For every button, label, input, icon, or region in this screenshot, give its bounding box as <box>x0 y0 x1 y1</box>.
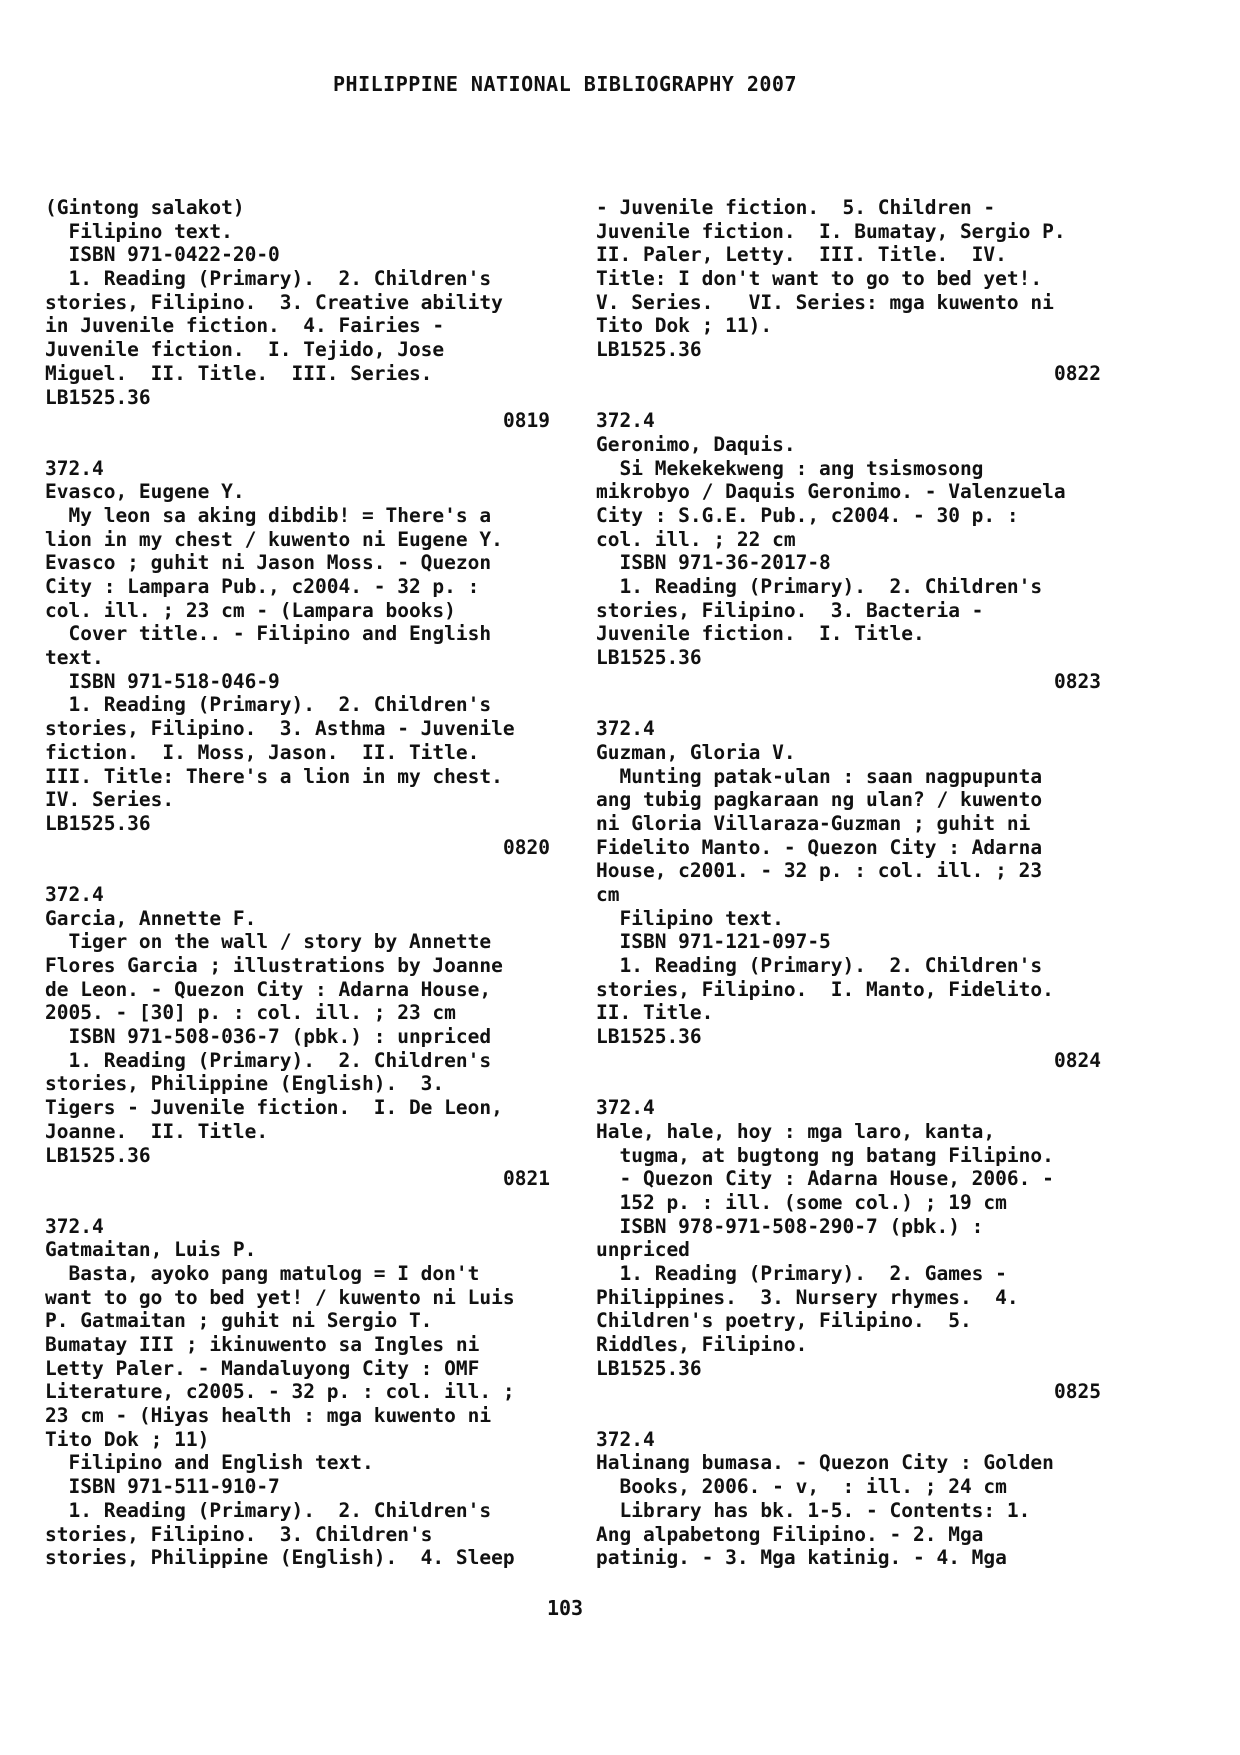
spacer <box>596 693 1101 717</box>
entry-line: fiction. I. Moss, Jason. II. Title. <box>45 740 480 764</box>
entry-line: 152 p. : ill. (some col.) ; 19 cm <box>596 1190 1007 1214</box>
entry-number: 0824 <box>1054 1048 1101 1072</box>
spacer <box>596 1404 1101 1428</box>
entry-line: Halinang bumasa. - Quezon City : Golden <box>596 1451 1054 1475</box>
entry-line: 1. Reading (Primary). 2. Children's <box>45 693 492 717</box>
entry-line: Tito Dok ; 11). <box>596 314 773 338</box>
spacer <box>45 433 550 457</box>
entry-line: de Leon. - Quezon City : Adarna House, <box>45 977 492 1001</box>
entry-line: 372.4 <box>596 717 655 741</box>
entry-line: Filipino text. <box>596 906 784 930</box>
entry-line: City : S.G.E. Pub., c2004. - 30 p. : <box>596 503 1019 527</box>
entry-line: 1. Reading (Primary). 2. Children's <box>45 1048 492 1072</box>
entry-line: ang tubig pagkaraan ng ulan? / kuwento <box>596 788 1043 812</box>
entry-line: Munting patak-ulan : saan nagpupunta <box>596 764 1043 788</box>
entry-line: 372.4 <box>45 456 104 480</box>
entry-line: patinig. - 3. Mga katinig. - 4. Mga <box>596 1546 1007 1570</box>
page-number: 103 <box>546 1596 584 1620</box>
entry-number: 0825 <box>1054 1380 1101 1404</box>
entry-line: stories, Filipino. 3. Bacteria - <box>596 598 984 622</box>
entry-line: 1. Reading (Primary). 2. Children's <box>596 575 1043 598</box>
entry-line: ISBN 971-518-046-9 <box>45 669 280 693</box>
entry-line: LB1525.36 <box>596 1025 702 1049</box>
entry-number: 0821 <box>503 1167 550 1191</box>
entry-line: Geronimo, Daquis. <box>596 432 796 456</box>
entry-line: Basta, ayoko pang matulog = I don't <box>45 1261 480 1285</box>
entry-line: stories, Filipino. 3. Children's <box>45 1522 433 1546</box>
entry-number: 0819 <box>503 409 550 433</box>
entry-line: ISBN 971-508-036-7 (pbk.) : unpriced <box>45 1025 492 1049</box>
entry-line: text. <box>45 646 104 670</box>
entry-line: ISBN 971-121-097-5 <box>596 930 831 954</box>
entry-line: stories, Filipino. I. Manto, Fidelito. <box>596 977 1054 1001</box>
entry-line: LB1525.36 <box>596 646 702 670</box>
entry-line: ni Gloria Villaraza-Guzman ; guhit ni <box>596 811 1031 835</box>
entry-line: Library has bk. 1-5. - Contents: 1. <box>596 1498 1031 1522</box>
entry-line: Ang alpabetong Filipino. - 2. Mga <box>596 1522 984 1546</box>
spacer <box>596 386 1101 410</box>
spacer <box>596 1072 1101 1096</box>
entry-line: in Juvenile fiction. 4. Fairies - <box>45 314 445 338</box>
entry-number: 0823 <box>1054 669 1101 693</box>
entry-line: col. ill. ; 23 cm - (Lampara books) <box>45 598 456 622</box>
entry-line: 372.4 <box>45 1214 104 1238</box>
entry-line: Literature, c2005. - 32 p. : col. ill. ; <box>45 1380 515 1404</box>
entry-line: 1. Reading (Primary). 2. Children's <box>45 267 492 291</box>
entry-line: City : Lampara Pub., c2004. - 32 p. : <box>45 575 480 598</box>
entry-line: - Juvenile fiction. 5. Children - <box>596 196 996 219</box>
entry-line: ISBN 971-511-910-7 <box>45 1475 280 1499</box>
entry-line: Filipino and English text. <box>45 1451 374 1475</box>
entry-line: want to go to bed yet! / kuwento ni Luis <box>45 1285 515 1309</box>
entry-line: cm <box>596 882 620 906</box>
entry-line: Juvenile fiction. I. Bumatay, Sergio P. <box>596 219 1066 243</box>
entry-line: Evasco ; guhit ni Jason Moss. - Quezon <box>45 551 492 575</box>
page-header: PHILIPPINE NATIONAL BIBLIOGRAPHY 2007 <box>332 72 798 96</box>
entry-line: Philippines. 3. Nursery rhymes. 4. <box>596 1285 1019 1309</box>
entry-line: Gatmaitan, Luis P. <box>45 1238 257 1262</box>
entry-line: lion in my chest / kuwento ni Eugene Y. <box>45 527 503 551</box>
entry-line: Evasco, Eugene Y. <box>45 480 245 504</box>
entry-line: Title: I don't want to go to bed yet!. <box>596 267 1043 291</box>
entry-line: 23 cm - (Hiyas health : mga kuwento ni <box>45 1404 492 1428</box>
entry-line: 2005. - [30] p. : col. ill. ; 23 cm <box>45 1001 456 1025</box>
entry-line: stories, Philippine (English). 3. <box>45 1072 445 1096</box>
entry-line: 372.4 <box>596 1096 655 1120</box>
entry-line: Miguel. II. Title. III. Series. <box>45 361 433 385</box>
entry-line: col. ill. ; 22 cm <box>596 527 796 551</box>
entry-line: 372.4 <box>596 1427 655 1451</box>
entry-line: ISBN 978-971-508-290-7 (pbk.) : <box>596 1214 984 1238</box>
entry-line: Guzman, Gloria V. <box>596 740 796 764</box>
entry-line: Children's poetry, Filipino. 5. <box>596 1309 972 1333</box>
entry-line: LB1525.36 <box>45 811 151 835</box>
entry-line: Tito Dok ; 11) <box>45 1427 210 1451</box>
entry-line: Juvenile fiction. I. Tejido, Jose <box>45 338 445 362</box>
entry-line: Tigers - Juvenile fiction. I. De Leon, <box>45 1096 503 1120</box>
entry-line: (Gintong salakot) <box>45 196 245 219</box>
entry-line: 1. Reading (Primary). 2. Children's <box>596 954 1043 977</box>
entry-line: stories, Philippine (English). 4. Sleep <box>45 1546 515 1570</box>
entry-line: LB1525.36 <box>45 385 151 409</box>
entry-line: LB1525.36 <box>596 338 702 362</box>
entry-line: mikrobyo / Daquis Geronimo. - Valenzuela <box>596 480 1066 504</box>
entry-line: Garcia, Annette F. <box>45 906 257 930</box>
entry-line: Books, 2006. - v, : ill. ; 24 cm <box>596 1475 1007 1499</box>
entry-line: Hale, hale, hoy : mga laro, kanta, <box>596 1119 996 1143</box>
entry-line: II. Title. <box>596 1001 714 1025</box>
entry-line: Bumatay III ; ikinuwento sa Ingles ni <box>45 1333 480 1356</box>
entry-line: P. Gatmaitan ; guhit ni Sergio T. <box>45 1309 433 1333</box>
entry-line: My leon sa aking dibdib! = There's a <box>45 503 492 527</box>
entry-line: House, c2001. - 32 p. : col. ill. ; 23 <box>596 859 1043 883</box>
entry-line: Cover title.. - Filipino and English <box>45 622 492 646</box>
entry-number: 0822 <box>1054 361 1101 385</box>
spacer <box>45 1191 550 1215</box>
entry-line: 1. Reading (Primary). 2. Games - <box>596 1261 1007 1285</box>
left-column <box>45 196 550 1570</box>
entry-line: Riddles, Filipino. <box>596 1333 808 1356</box>
spacer <box>45 859 550 883</box>
right-column <box>596 196 1101 1570</box>
entry-line: II. Paler, Letty. III. Title. IV. <box>596 243 1007 267</box>
entry-line: LB1525.36 <box>596 1356 702 1380</box>
entry-line: stories, Filipino. 3. Creative ability <box>45 290 503 314</box>
entry-line: Joanne. II. Title. <box>45 1119 269 1143</box>
entry-line: IV. Series. <box>45 788 175 812</box>
entry-line: 372.4 <box>596 409 655 433</box>
entry-line: unpriced <box>596 1238 690 1262</box>
entry-line: 1. Reading (Primary). 2. Children's <box>45 1498 492 1522</box>
entry-line: III. Title: There's a lion in my chest. <box>45 764 503 788</box>
entry-line: Flores Garcia ; illustrations by Joanne <box>45 954 503 977</box>
entry-line: Letty Paler. - Mandaluyong City : OMF <box>45 1356 480 1380</box>
entry-line: Fidelito Manto. - Quezon City : Adarna <box>596 835 1043 859</box>
entry-line: Tiger on the wall / story by Annette <box>45 930 492 954</box>
entry-line: Si Mekekekweng : ang tsismosong <box>596 456 984 480</box>
entry-line: Juvenile fiction. I. Title. <box>596 622 925 646</box>
entry-line: LB1525.36 <box>45 1143 151 1167</box>
entry-number: 0820 <box>503 835 550 859</box>
entry-line: - Quezon City : Adarna House, 2006. - <box>596 1167 1054 1191</box>
entry-line: ISBN 971-36-2017-8 <box>596 551 831 575</box>
entry-line: tugma, at bugtong ng batang Filipino. <box>596 1143 1054 1167</box>
entry-line: V. Series. VI. Series: mga kuwento ni <box>596 290 1054 314</box>
entry-line: Filipino text. <box>45 219 233 243</box>
entry-line: 372.4 <box>45 882 104 906</box>
entry-line: ISBN 971-0422-20-0 <box>45 243 280 267</box>
entry-line: stories, Filipino. 3. Asthma - Juvenile <box>45 717 515 741</box>
